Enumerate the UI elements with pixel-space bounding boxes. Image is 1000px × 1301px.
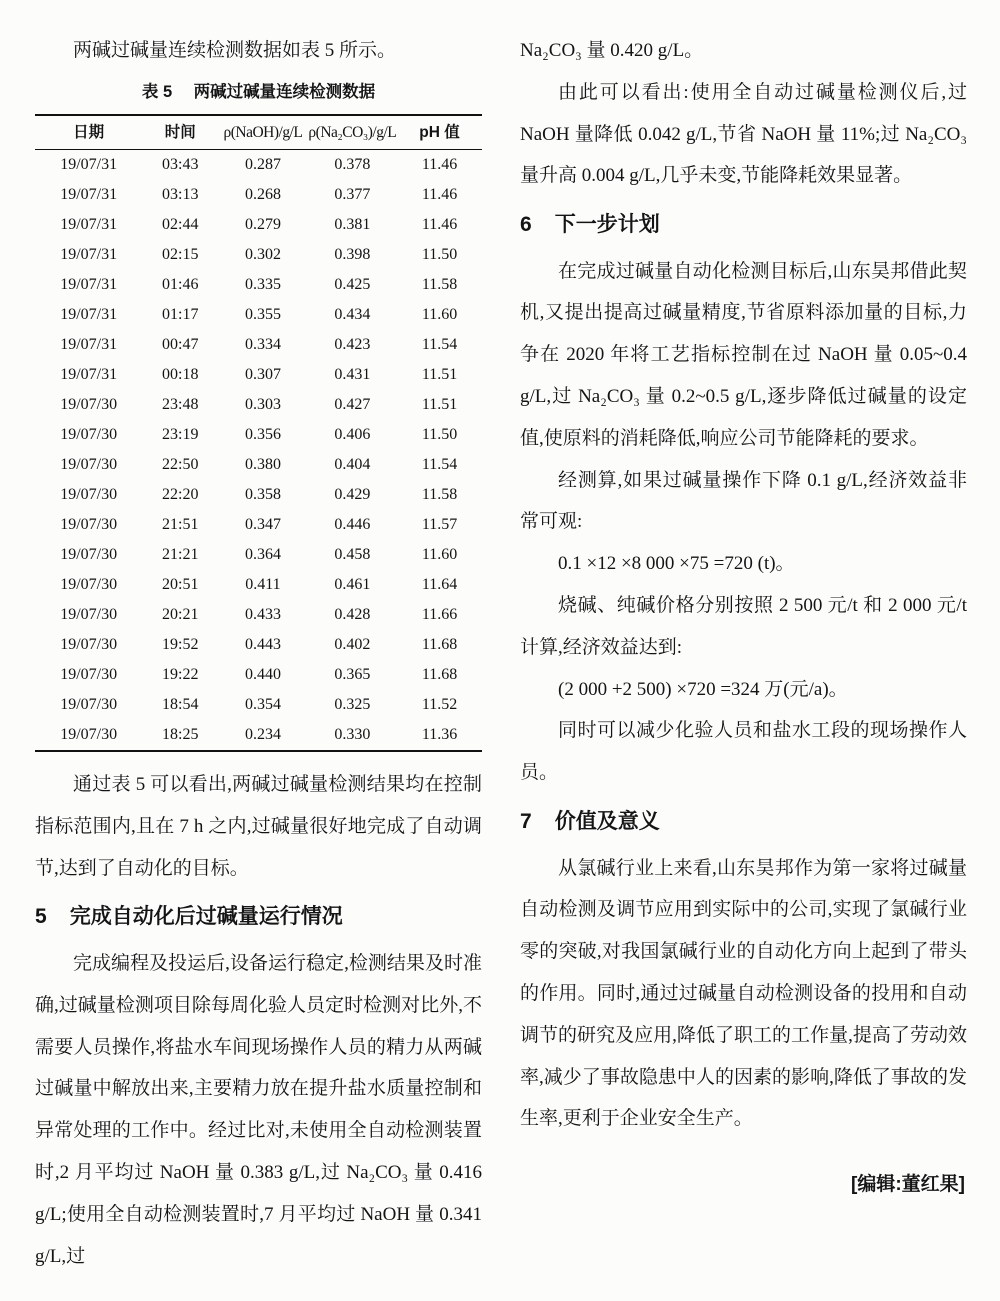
table-row: [35, 570, 482, 600]
section-5-title: 完成自动化后过碱量运行情况: [69, 905, 343, 929]
table-cell: 0.423: [334, 336, 371, 354]
section-5-heading: [35, 901, 482, 933]
table-cell: 11.51: [421, 396, 458, 414]
table-cell: 0.431: [334, 366, 371, 384]
table-cell: 0.279: [244, 216, 281, 234]
table-cell: 02:15: [162, 246, 199, 264]
table-row: [35, 300, 482, 330]
table-row: [35, 690, 482, 720]
table-row: [35, 540, 482, 570]
table-cell: 0.433: [244, 606, 281, 624]
table-cell: 11.36: [421, 726, 458, 744]
section-6-paragraph-3: 烧碱、纯碱价格分别按照 2 500 元/t 和 2 000 元/t 计算,经济效益达到:: [520, 595, 967, 658]
table-cell: 0.303: [244, 396, 281, 414]
table-cell: 11.60: [421, 306, 458, 324]
table-cell: 11.58: [421, 276, 458, 294]
table-cell: 00:18: [162, 366, 199, 384]
section-6-title: 下一步计划: [554, 213, 660, 237]
table-cell: 19:22: [162, 666, 199, 684]
table-cell: 11.46: [421, 156, 458, 174]
table-cell: 0.378: [334, 156, 371, 174]
table-cell: 0.365: [334, 666, 371, 684]
table-cell: 20:21: [162, 606, 199, 624]
table-cell: 0.355: [244, 306, 281, 324]
table-cell: 03:13: [162, 186, 199, 204]
table-row: [35, 480, 482, 510]
table-cell: 0.428: [334, 606, 371, 624]
table-cell: 0.268: [244, 186, 281, 204]
table-cell: 19/07/30: [60, 576, 118, 594]
table-cell: 0.234: [244, 726, 281, 744]
table-cell: 0.287: [244, 156, 281, 174]
table-cell: 11.57: [421, 516, 458, 534]
table-cell: 11.46: [421, 216, 458, 234]
col-header-time: 时间: [142, 115, 218, 150]
table-row: [35, 420, 482, 450]
table-cell: 0.358: [244, 486, 281, 504]
table-cell: 11.50: [421, 426, 458, 444]
table-cell: 19:52: [162, 636, 199, 654]
table-cell: 0.406: [334, 426, 371, 444]
table-cell: 22:50: [162, 456, 199, 474]
section-5-number: 5: [35, 905, 47, 929]
table-cell: 19/07/31: [60, 246, 118, 264]
table-cell: 19/07/30: [60, 396, 118, 414]
table-cell: 02:44: [162, 216, 199, 234]
table-cell: 19/07/31: [60, 366, 118, 384]
formula-benefit: (2 000 +2 500) ×720 =324 万(元/a)。: [558, 678, 848, 700]
table-cell: 0.434: [334, 306, 371, 324]
table-cell: 18:25: [162, 726, 199, 744]
table-row: [35, 180, 482, 210]
table-caption-label: 表 5: [141, 82, 173, 101]
table-row: [35, 360, 482, 390]
table-cell: 0.458: [334, 546, 371, 564]
table-cell: 0.429: [334, 486, 371, 504]
table-cell: 0.334: [244, 336, 281, 354]
section-6-number: 6: [520, 213, 532, 237]
table-cell: 19/07/30: [60, 516, 118, 534]
table-cell: 21:51: [162, 516, 199, 534]
right-column: [520, 30, 967, 1277]
table-cell: 0.461: [334, 576, 371, 594]
data-table: [35, 114, 482, 752]
section-7-title: 价值及意义: [554, 810, 660, 834]
table-cell: 23:48: [162, 396, 199, 414]
table-cell: 0.443: [244, 636, 281, 654]
section-6-paragraph-2: 经测算,如果过碱量操作下降 0.1 g/L,经济效益非常可观:: [520, 469, 967, 533]
table-cell: 19/07/30: [60, 546, 118, 564]
table-row: [35, 330, 482, 360]
table-cell: 11.52: [421, 696, 458, 714]
section-5-paragraph: 完成编程及投运后,设备运行稳定,检测结果及时准确,过碱量检测项目除每周化验人员定时检测对比外,不需要人员操作,将盐水车间现场操作人员的精力从两碱过碱量中解放出来,主要精力放在提升盐水质量控制和异常处理的工作中。经过比对,未使用全自动检测装置时,2 月平均过 NaOH 量 0.383 g/L,过 Na₂CO₃ 量 0.416 g/L;使用全自动检测装置时,7 月平均过 NaOH 量 0.341 g/L,过: [35, 952, 482, 1267]
table-cell: 0.425: [334, 276, 371, 294]
table-cell: 22:20: [162, 486, 199, 504]
left-column: [35, 30, 482, 1277]
table-header: [35, 115, 482, 150]
table-cell: 19/07/31: [60, 306, 118, 324]
col-header-naoh: ρ(NaOH)/g/L: [218, 115, 307, 150]
table-cell: 19/07/31: [60, 276, 118, 294]
table-cell: 0.380: [244, 456, 281, 474]
col-header-na2co3: ρ(Na₂CO₃)/g/L: [308, 115, 397, 150]
table-cell: 21:21: [162, 546, 199, 564]
table-cell: 20:51: [162, 576, 199, 594]
table-row: [35, 450, 482, 480]
table-cell: 11.68: [421, 636, 458, 654]
table-cell: 19/07/30: [60, 606, 118, 624]
table-cell: 11.51: [421, 366, 458, 384]
table-cell: 11.50: [421, 246, 458, 264]
table-cell: 19/07/31: [60, 216, 118, 234]
table-row: [35, 240, 482, 270]
section-7-paragraph: 从氯碱行业上来看,山东昊邦作为第一家将过碱量自动检测及调节应用到实际中的公司,实现了氯碱行业零的突破,对我国氯碱行业的自动化方向上起到了带头的作用。同时,通过过碱量自动检测设备的投用和自动调节的研究及应用,降低了职工的工作量,提高了劳动效率,减少了事故隐患中人的因素的影响,降低了事故的发生率,更利于企业安全生产。: [520, 857, 967, 1130]
conclusion-paragraph: 由此可以看出:使用全自动过碱量检测仪后,过 NaOH 量降低 0.042 g/L,节省 NaOH 量 11%;过 Na₂CO₃ 量升高 0.004 g/L,几乎未变,节能降耗效果显著。: [520, 81, 967, 187]
table-cell: 0.354: [244, 696, 281, 714]
section-7-number: 7: [520, 810, 532, 834]
table-row: [35, 270, 482, 300]
continuation-paragraph: Na₂CO₃ 量 0.420 g/L。: [520, 40, 704, 61]
table-cell: 0.377: [334, 186, 371, 204]
table-row: [35, 630, 482, 660]
editor-credit: [编辑:董红果]: [851, 1174, 965, 1196]
table-caption: [35, 81, 482, 104]
table-cell: 03:43: [162, 156, 199, 174]
table-cell: 11.54: [421, 456, 458, 474]
intro-paragraph: 两碱过碱量连续检测数据如表 5 所示。: [73, 40, 397, 61]
table-cell: 0.427: [334, 396, 371, 414]
section-6-heading: [520, 209, 967, 241]
table-row: [35, 210, 482, 240]
section-7-heading: [520, 806, 967, 838]
table-cell: 23:19: [162, 426, 199, 444]
table-row: [35, 510, 482, 540]
table-cell: 0.302: [244, 246, 281, 264]
table-cell: 01:17: [162, 306, 199, 324]
table-cell: 11.68: [421, 666, 458, 684]
table-row: [35, 390, 482, 420]
table-cell: 11.66: [421, 606, 458, 624]
table-row: [35, 600, 482, 630]
table-cell: 0.307: [244, 366, 281, 384]
table-cell: 19/07/30: [60, 456, 118, 474]
table-cell: 11.58: [421, 486, 458, 504]
table-cell: 19/07/31: [60, 336, 118, 354]
table-cell: 0.325: [334, 696, 371, 714]
table-cell: 19/07/30: [60, 666, 118, 684]
col-header-ph: pH 值: [397, 115, 482, 150]
table-cell: 19/07/30: [60, 726, 118, 744]
table-cell: 0.347: [244, 516, 281, 534]
table-cell: 0.330: [334, 726, 371, 744]
table-cell: 0.402: [334, 636, 371, 654]
table-cell: 19/07/31: [60, 186, 118, 204]
table-cell: 0.440: [244, 666, 281, 684]
table-cell: 0.404: [334, 456, 371, 474]
table-row: [35, 150, 482, 181]
formula-tonnage: 0.1 ×12 ×8 000 ×75 =720 (t)。: [558, 553, 795, 575]
two-column-layout: [35, 30, 967, 1277]
paragraph-after-table: 通过表 5 可以看出,两碱过碱量检测结果均在控制指标范围内,且在 7 h 之内,过碱量很好地完成了自动调节,达到了自动化的目标。: [35, 774, 482, 879]
table-cell: 0.398: [334, 246, 371, 264]
section-6-paragraph-1: 在完成过碱量自动化检测目标后,山东昊邦借此契机,又提出提高过碱量精度,节省原料添加量的目标,力争在 2020 年将工艺指标控制在过 NaOH 量 0.05~0.4 g/L,过 Na₂CO₃ 量 0.2~0.5 g/L,逐步降低过碱量的设定值,使原料的消耗降低,响应公司节能降耗的要求。: [520, 260, 967, 449]
table-cell: 19/07/30: [60, 636, 118, 654]
col-header-date: 日期: [35, 115, 142, 150]
table-cell: 18:54: [162, 696, 199, 714]
table-header-row: [35, 115, 482, 150]
table-cell: 19/07/30: [60, 426, 118, 444]
table-cell: 0.335: [244, 276, 281, 294]
table-cell: 0.381: [334, 216, 371, 234]
table-cell: 19/07/30: [60, 696, 118, 714]
table-row: [35, 660, 482, 690]
table-cell: 0.446: [334, 516, 371, 534]
table-caption-title: 两碱过碱量连续检测数据: [193, 82, 376, 101]
table-cell: 11.60: [421, 546, 458, 564]
table-cell: 00:47: [162, 336, 199, 354]
section-6-paragraph-4: 同时可以减少化验人员和盐水工段的现场操作人员。: [520, 720, 967, 784]
table-cell: 19/07/30: [60, 486, 118, 504]
table-cell: 0.356: [244, 426, 281, 444]
table-row: [35, 720, 482, 751]
table-cell: 0.411: [245, 576, 281, 594]
table-cell: 0.364: [244, 546, 281, 564]
table-cell: 11.46: [421, 186, 458, 204]
table-body: [35, 150, 482, 752]
table-cell: 11.54: [421, 336, 458, 354]
table-cell: 19/07/31: [60, 156, 118, 174]
table-cell: 11.64: [421, 576, 458, 594]
table-cell: 01:46: [162, 276, 199, 294]
